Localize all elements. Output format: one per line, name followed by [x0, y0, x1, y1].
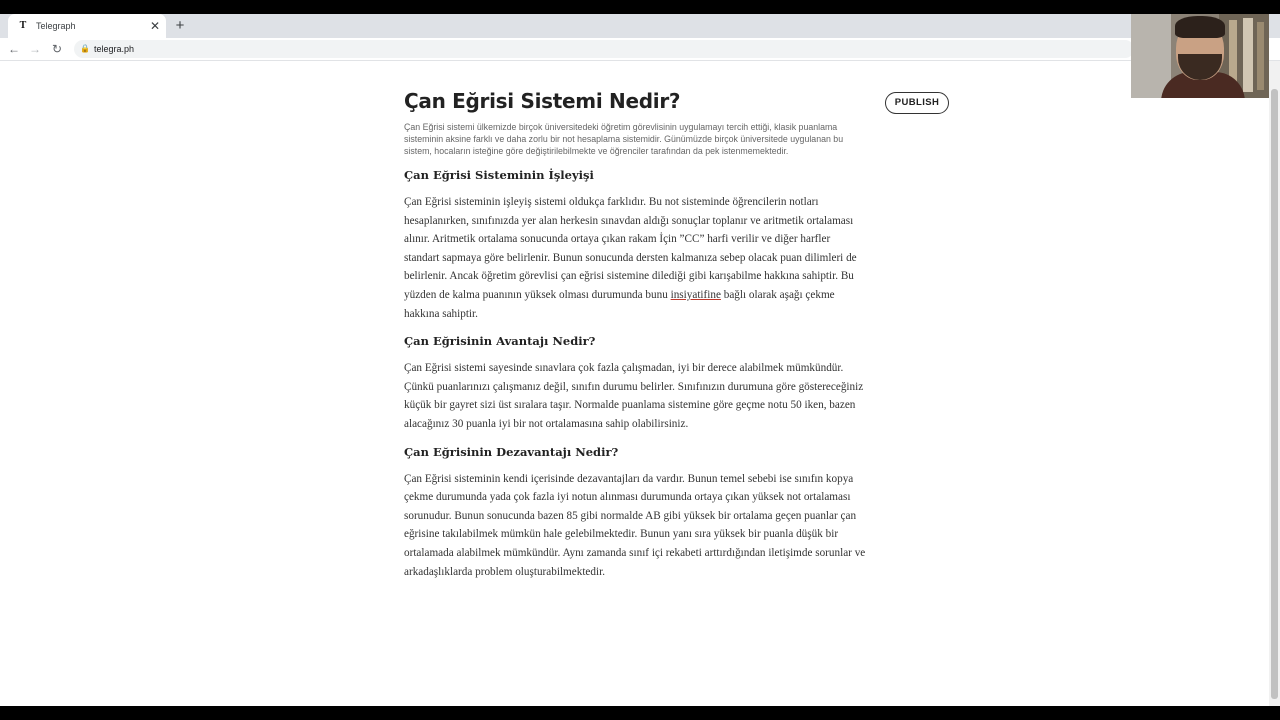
webcam-book — [1257, 22, 1264, 90]
publish-button[interactable]: PUBLISH — [885, 92, 949, 114]
page-content — [0, 61, 1269, 706]
url-text[interactable]: telegra.ph — [94, 44, 135, 54]
webcam-person-hair — [1175, 16, 1225, 38]
back-arrow-icon[interactable]: ← — [8, 42, 20, 56]
address-bar[interactable] — [74, 40, 1134, 58]
new-tab-icon[interactable]: + — [175, 17, 185, 34]
paragraph-text: bağlı olarak aşağı çekme hakkına sahiptir. — [404, 288, 835, 320]
tab-title: Telegraph — [36, 21, 76, 31]
section-heading: Çan Eğrisinin Avantajı Nedir? — [404, 334, 596, 349]
section-paragraph: Çan Eğrisi sistemi sayesinde sınavlara çok fazla çalışmadan, iyi bir derece alabilmek mümkündür. Çünkü puanlarınızı çalışmanız değil, sınıfın durumu belirler. Sınıfınızın durumuna göre göstereceğiniz küçük bir gayret sizi üst sıralara taşır. Normalde puanlama sistemine göre geçme notu 50 iken, bazen alacağınız 30 puanla iyi bir not ortalamasına sahip olabilirsiniz. — [404, 362, 864, 430]
browser-toolbar — [0, 38, 1280, 61]
screen-bottom-border — [0, 706, 1280, 720]
section-heading: Çan Eğrisinin Dezavantajı Nedir? — [404, 444, 619, 459]
telegraph-favicon-icon: T — [19, 20, 27, 31]
article-lead: Çan Eğrisi sistemi ülkemizde birçok üniversitedeki öğretim görevlisinin uygulamayı tercih ettiği, klasik puanlama sisteminin aksine farklı ve daha zorlu bir not hesaplama sistemidir. Günümüzde birçok üniversitede uygulanan bu sistem, hocaların isteğine göre değiştirilebilmekte ve öğrenciler tarafından da pek istenmemektedir. — [404, 122, 844, 156]
screen-top-border — [0, 0, 1280, 14]
webcam-book — [1243, 18, 1253, 92]
paragraph-text: Çan Eğrisi sisteminin işleyiş sistemi oldukça farklıdır. Bu not sisteminde öğrencilerin notları hesaplanırken, sınıfınızda yer alan herkesin sınavdan aldığı sonuçlar toplanır ve aritmetik ortalaması alınır. Aritmetik ortalama sonucunda ortaya çıkan rakam İçin ”CC” harfi verilir ve diğer harfler standart sapmaya göre belirlenir. Bunun sonucunda dersten kalmanıza sebep olacak puan dilimleri de belirlenir. Ancak öğretim görevlisi çan eğrisi sistemine dilediği gibi karışabilme hakkına sahiptir. Bu yüzden de kalma puanının yüksek olması durumunda bunu — [404, 196, 857, 301]
tab-telegraph[interactable] — [8, 14, 166, 38]
section-paragraph: Çan Eğrisi sisteminin kendi içerisinde dezavantajları da vardır. Bunun temel sebebi ise sınıfın kopya çekme durumunda yada çok fazla iyi notun alınması durumunda ortaya çıkan yüksek not ortalaması sorunudur. Bunun sonucunda bazen 85 gibi normalde AB gibi yüksek bir ortalama geçen puanlar çan eğrisine takılabilmek mümkün hale gelebilmektedir. Bunun yanı sıra yüksek bir puanla düşük bir ortalamada alabilmek mümkündür. Aynı zamanda sınıf içi rekabeti arttırdığından iletişimde sorunlar ve arkadaşlıklarda problem oluşturabilmektedir. — [404, 472, 866, 578]
lock-icon[interactable]: 🔒 — [80, 44, 90, 53]
webcam-overlay — [1131, 14, 1269, 98]
scrollbar-thumb[interactable] — [1271, 89, 1278, 699]
inline-link[interactable]: insiyatifine — [670, 288, 721, 301]
tab-strip — [0, 14, 1280, 38]
forward-arrow-icon[interactable]: → — [29, 42, 41, 56]
article-title: Çan Eğrisi Sistemi Nedir? — [404, 89, 681, 113]
section-paragraph — [404, 193, 866, 323]
article — [404, 87, 866, 581]
close-tab-icon[interactable]: ✕ — [149, 19, 161, 33]
reload-icon[interactable]: ↻ — [51, 42, 63, 56]
section-heading: Çan Eğrisi Sisteminin İşleyişi — [404, 168, 594, 182]
page-scrollbar[interactable] — [1269, 61, 1280, 706]
